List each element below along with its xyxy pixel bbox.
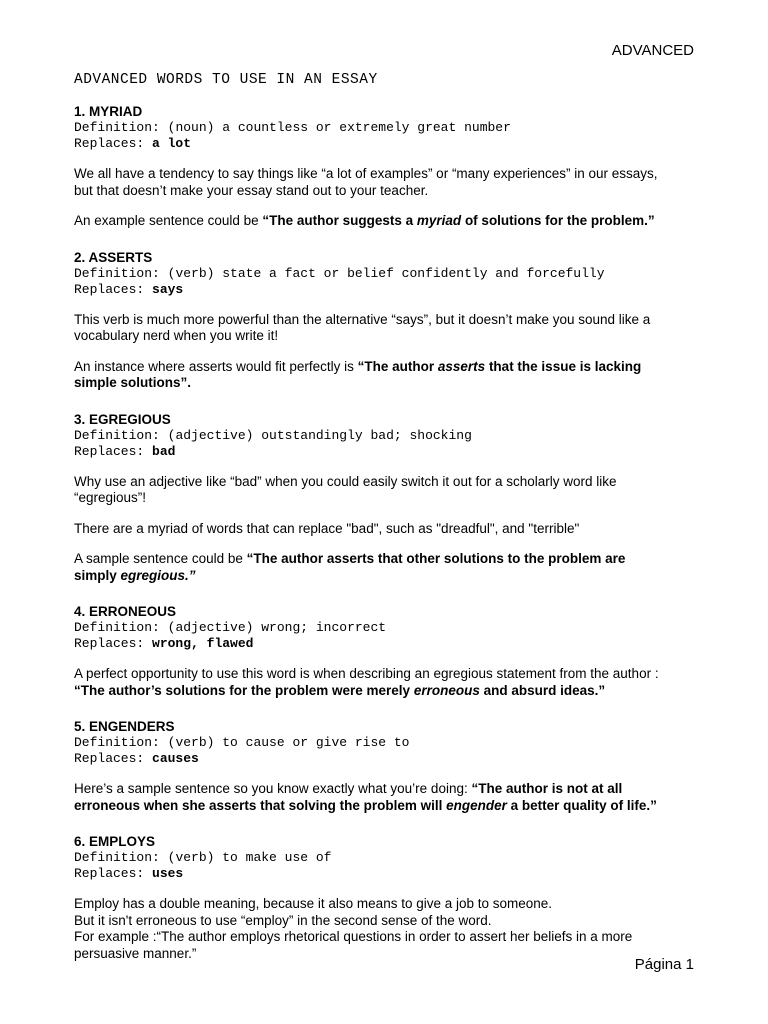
example-sentence: simply egregious.” <box>74 567 196 583</box>
replaces-line: Replaces: causes <box>74 751 199 766</box>
section-heading: 1. MYRIAD <box>74 104 143 119</box>
paragraph: but that doesn’t make your essay stand out to your teacher. <box>74 182 429 198</box>
example-sentence: erroneous when she asserts that solving the problem will engender a better quality of life.” <box>74 797 657 813</box>
paragraph: But it isn't erroneous to use “employ” in the second sense of the word. <box>74 912 492 928</box>
header-label: ADVANCED <box>611 42 694 59</box>
section-erroneous <box>74 603 704 699</box>
page-number: Página 1 <box>634 956 694 973</box>
section-heading: 2. ASSERTS <box>74 249 153 265</box>
example-sentence: “The author’s solutions for the problem were merely erroneous and absurd ideas.” <box>74 682 606 698</box>
section-heading: 5. ENGENDERS <box>74 719 175 734</box>
section-heading: 3. EGREGIOUS <box>74 411 171 427</box>
replaces-line: Replaces: says <box>74 281 184 297</box>
document-title: ADVANCED WORDS TO USE IN AN ESSAY <box>74 72 378 88</box>
replaces-line: Replaces: bad <box>74 443 176 459</box>
definition-line: Definition: (adjective) outstandingly bad; shocking <box>74 427 472 443</box>
section-myriad <box>74 103 704 230</box>
paragraph: “egregious”! <box>74 490 147 505</box>
definition-line: Definition: (verb) to make use of <box>74 850 332 865</box>
paragraph: vocabulary nerd when you write it! <box>74 328 279 343</box>
section-employs <box>74 833 704 962</box>
definition-line: Definition: (verb) to cause or give rise to <box>74 735 410 750</box>
replaces-line: Replaces: a lot <box>74 136 192 151</box>
paragraph: We all have a tendency to say things like “a lot of examples” or “many experiences” in our essays, <box>74 166 658 181</box>
section-egregious <box>74 411 704 585</box>
section-heading: 6. EMPLOYS <box>74 834 156 849</box>
replaces-line: Replaces: uses <box>74 866 184 881</box>
definition-line: Definition: (verb) state a fact or belief confidently and forcefully <box>74 265 605 281</box>
section-engenders <box>74 718 704 814</box>
definition-line: Definition: (noun) a countless or extremely great number <box>74 120 511 135</box>
section-heading: 4. ERRONEOUS <box>74 604 177 619</box>
paragraph: Employ has a double meaning, because it also means to give a job to someone. <box>74 896 553 911</box>
paragraph: Why use an adjective like “bad” when you could easily switch it out for a scholarly word like <box>74 473 617 489</box>
example-sentence: A sample sentence could be “The author asserts that other solutions to the problem are <box>74 551 626 566</box>
example-sentence: An instance where asserts would fit perfectly is “The author asserts that the issue is lacking <box>74 358 642 374</box>
paragraph: For example :“The author employs rhetorical questions in order to assert her beliefs in a more <box>74 929 633 944</box>
example-sentence: Here’s a sample sentence so you know exactly what you’re doing: “The author is not at all <box>74 781 623 796</box>
definition-line: Definition: (adjective) wrong; incorrect <box>74 620 387 635</box>
example-sentence: simple solutions”. <box>74 375 192 390</box>
paragraph: persuasive manner.” <box>74 945 197 961</box>
replaces-line: Replaces: wrong, flawed <box>74 636 254 651</box>
paragraph: This verb is much more powerful than the alternative “says”, but it doesn’t make you sound like a <box>74 311 651 327</box>
paragraph: There are a myriad of words that can replace "bad", such as "dreadful", and "terrible" <box>74 520 580 536</box>
paragraph: A perfect opportunity to use this word is when describing an egregious statement from the author : <box>74 666 659 681</box>
document-body <box>74 103 704 962</box>
section-asserts <box>74 249 704 392</box>
example-sentence: An example sentence could be “The author suggests a myriad of solutions for the problem.” <box>74 213 655 228</box>
